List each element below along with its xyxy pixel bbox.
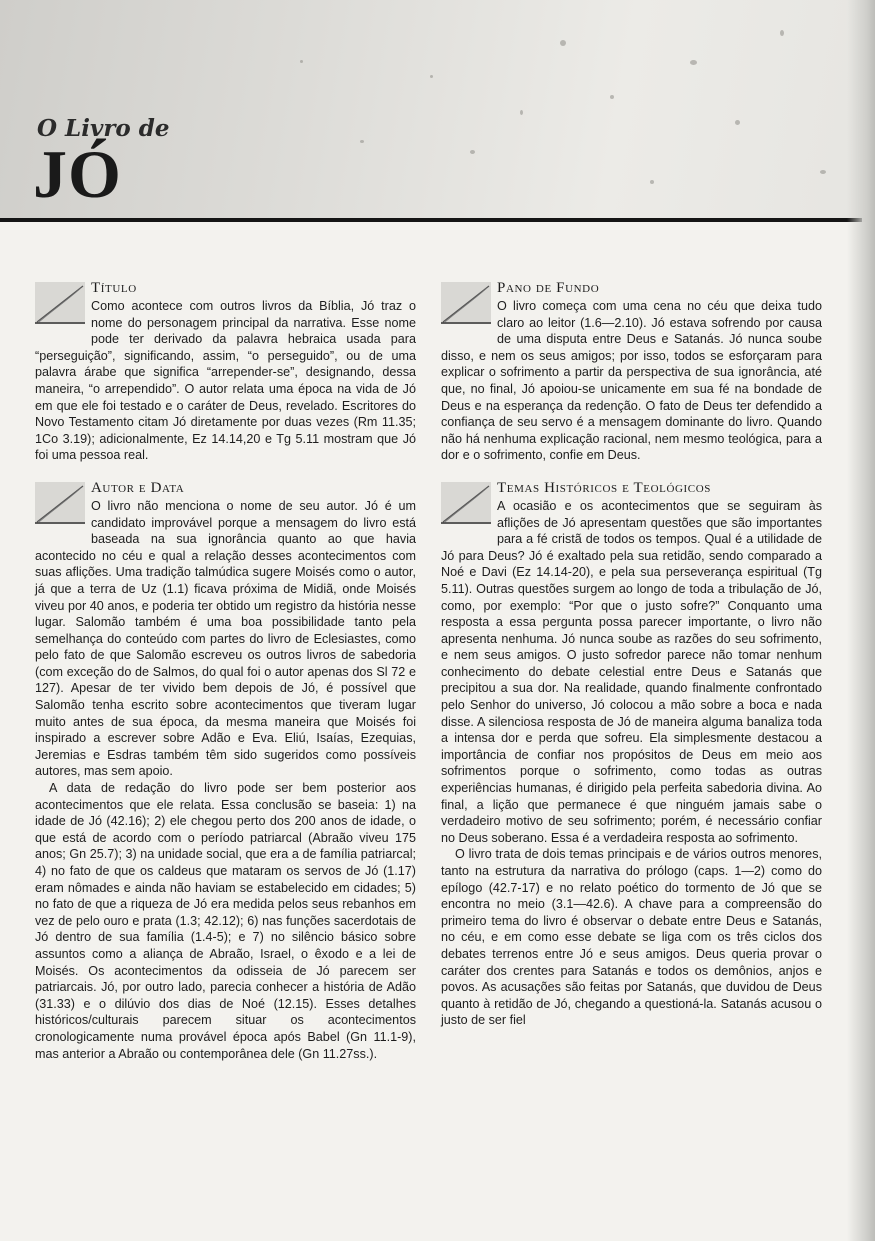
paragraph: O livro começa com uma cena no céu que deixa tudo claro ao leitor (1.6—2.10). Jó estava sofrendo por causa de uma disputa entre Deus e Satanás. Jó nunca soube disso, e nem os seus amigos; por isso, todos se esforçaram para explicar o sofrimento a partir da perspectiva de sua ignorância, até que, no final, Jó apoiou-se unicamente em sua fé na bondade de Deus e na esperança da redenção. O fato de Deus ter defendido a confiança de seu servo é a mensagem dominante do livro. Quando não há nenhuma explicação racional, nem mesmo teológica, para a dor e o sofrimento, confie em Deus. bbox=[441, 299, 822, 463]
section-body bbox=[441, 498, 822, 1029]
section-body bbox=[35, 498, 416, 1062]
page-edge-shadow bbox=[847, 0, 875, 1241]
header-banner bbox=[0, 0, 875, 222]
section-title: Pano de Fundo bbox=[497, 280, 600, 296]
book-title: JÓ bbox=[33, 136, 122, 212]
book-kicker: O Livro de bbox=[37, 115, 170, 142]
section-header bbox=[35, 480, 416, 520]
right-column bbox=[441, 280, 822, 1045]
section-autor-data bbox=[35, 480, 416, 1062]
section-titulo bbox=[35, 280, 416, 464]
header-rule bbox=[0, 218, 862, 222]
section-header bbox=[441, 480, 822, 520]
paragraph: A data de redação do livro pode ser bem posterior aos acontecimentos que ele relata. Essa conclusão se baseia: 1) na idade de Jó (42.16); 2) ele chegou perto dos 200 anos de idade, o que está de acordo com o período patriarcal (Abraão viveu 175 anos; Gn 25.7); 3) na unidade social, que era a de família patriarcal; 4) no fato de que os caldeus que mataram os servos de Jó (1.17) eram nômades e ainda não haviam se estabelecido em cidades; 5) no fato de que a riqueza de Jó era medida pelos seus rebanhos em vez de pelo ouro e prata (1.3; 42.12); 6) nas funções sacerdotais de Jó dentro de sua família (1.4-5); e 7) no silêncio básico sobre assuntos como a aliança de Abraão, Israel, o êxodo e a lei de Moisés. Os acontecimentos da odisseia de Jó parecem ser patriarcais. Jó, por outro lado, parecia conhecer a história de Adão (31.33) e o dilúvio dos dias de Noé (12.15). Esses detalhes históricos/culturais parecem situar os acontecimentos cronologicamente numa provável época após Babel (Gn 11.1-9), mas anterior a Abraão ou contemporânea dele (Gn 11.27ss.). bbox=[35, 781, 416, 1061]
section-temas bbox=[441, 480, 822, 1029]
decorative-quill-icon bbox=[441, 282, 491, 324]
section-title: Título bbox=[91, 280, 137, 296]
section-body bbox=[441, 298, 822, 464]
section-header bbox=[35, 280, 416, 320]
left-column bbox=[35, 280, 416, 1078]
section-title: Autor e Data bbox=[91, 479, 185, 496]
section-pano-de-fundo bbox=[441, 280, 822, 464]
decorative-quill-icon bbox=[35, 282, 85, 324]
paragraph: Como acontece com outros livros da Bíblia, Jó traz o nome do personagem principal da narrativa. Esse nome pode ter derivado da palavra hebraica usada para “perseguição”, significando, assim, “o perseguido”, ou de uma palavra árabe que significa “arrepender-se”, designando, dessa maneira, “o arrependido”. O autor relata uma época na vida de Jó em que ele foi testado e o caráter de Deus, revelado. Escritores do Novo Testamento citam Jó diretamente por duas vezes (Rm 11.35; 1Co 3.19); adicionalmente, Ez 14.14,20 e Tg 5.11 mostram que Jó foi uma pessoa real. bbox=[35, 299, 416, 463]
paragraph: O livro trata de dois temas principais e de vários outros menores, tanto na estrutura da narrativa do prólogo (caps. 1—2) como do epílogo (42.7-17) e no relato poético do tormento de Jó que se encontra no meio (3.1—42.6). A chave para a compreensão do primeiro tema do livro é observar o debate entre Deus e Satanás, no céu, e em como esse debate se liga com os três ciclos dos debates terrenos entre Jó e seus amigos. Deus queria provar o caráter dos crentes para Satanás e todos os demônios, anjos e povos. As acusações são feitas por Satanás, que duvidou de Deus quanto à retidão de Jó, chegando a questioná-la. Satanás acusou o justo de ser fiel bbox=[441, 847, 822, 1028]
decorative-quill-icon bbox=[441, 482, 491, 524]
section-header bbox=[441, 280, 822, 320]
section-body bbox=[35, 298, 416, 464]
decorative-quill-icon bbox=[35, 482, 85, 524]
section-title: Temas Históricos e Teológicos bbox=[497, 479, 711, 496]
paragraph: A ocasião e os acontecimentos que se seguiram às aflições de Jó apresentam questões que são importantes para a fé cristã de todos os tempos. Qual é a utilidade de Jó para Deus? Jó é exaltado pela sua retidão, sendo comparado a Noé e Davi (Ez 14.14-20), e pela sua perseverança espiritual (Tg 5.11). Outras questões surgem ao longo de toda a tribulação de Jó, como, por exemplo: “Por que o justo sofre?” Conquanto uma resposta a essa pergunta possa parecer importante, o livro não apresenta nenhuma. Jó nunca soube as razões do seu sofrimento, e nem seus amigos. O justo sofredor parece não tomar nenhum conhecimento do debate celestial entre Deus e Satanás que precipitou a sua dor. Na realidade, quando finalmente confrontado pelo Senhor do universo, Jó colocou a mão sobre a boca e nada disse. A silenciosa resposta de Jó de maneira alguma banaliza toda a intensa dor e perda que sofreu. Ela simplesmente destacou a importância de confiar nos propósitos de Deus em meio aos sofrimentos porque o sofrimento, como todas as outras experiências humanas, é dirigido pela perfeita sabedoria divina. Ao final, a lição que permanece é que ninguém jamais sabe o verdadeiro motivo de seu sofrimento; porém, é necessário confiar no Deus soberano. Essa é a verdadeira resposta ao sofrimento. bbox=[441, 498, 822, 845]
paragraph: O livro não menciona o nome de seu autor. Jó é um candidato improvável porque a mensagem do livro está baseada na sua ignorância quanto ao que havia acontecido no céu e qual a relação desses acontecimentos com suas aflições. Uma tradição talmúdica sugere Moisés como o autor, já que a terra de Uz (1.1) ficava próxima de Midiã, onde Moisés viveu por 40 anos, e poderia ter obtido um registro da história nesse lugar. Salomão também é uma boa possibilidade tanto pela semelhança do conteúdo com partes do livro de Eclesiastes, como pelo fato de que Salomão escreveu os outros livros de sabedoria (com exceção do de Salmos, do qual foi o autor apenas dos Sl 72 e 127). Apesar de ter vivido bem depois de Jó, é possível que Salomão tenha escrito sobre acontecimentos que tiveram lugar muito antes de sua época, da mesma maneira que Moisés foi inspirado a escrever sobre Adão e Eva. Eliú, Isaías, Ezequias, Jeremias e Esdras também têm sido sugeridos como possíveis autores, mas sem apoio. bbox=[35, 498, 416, 779]
